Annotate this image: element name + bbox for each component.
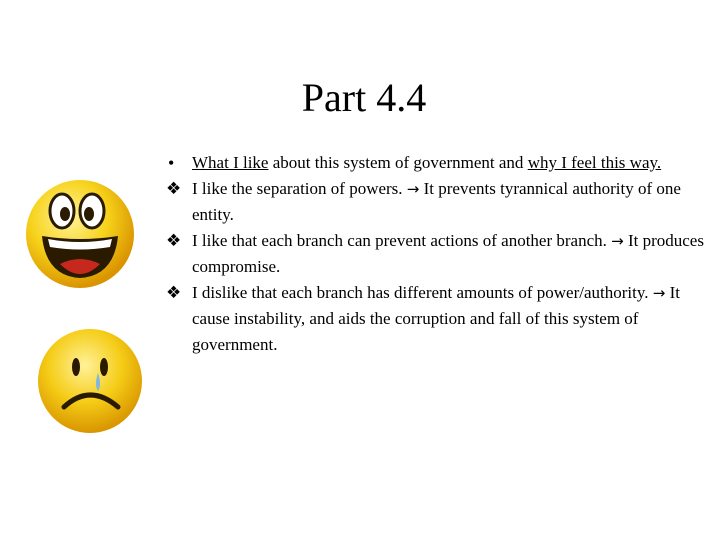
- right-arrow-icon: →: [652, 284, 666, 302]
- list-item-text: why I feel this way.: [527, 153, 662, 172]
- slide-title: Part 4.4: [301, 75, 427, 120]
- list-item-text: It prevents tyrannical authority of one entity.: [192, 179, 681, 224]
- list-item: [166, 228, 711, 280]
- list-item-text: It cause instability, and aids the corruption and fall of this system of government.: [192, 283, 680, 354]
- sad-face-icon: [36, 327, 144, 435]
- diamond-bullet-icon: ❖: [166, 231, 182, 251]
- list-item-text: I like the separation of powers.: [192, 179, 407, 198]
- list-item-text: What I like: [192, 153, 269, 172]
- list-item-text: I dislike that each branch has different amounts of power/authority.: [192, 283, 653, 302]
- list-item-text: about this system of government and: [268, 153, 528, 172]
- diamond-bullet-icon: ❖: [166, 179, 182, 199]
- list-item: [166, 150, 711, 176]
- bullet-dot: •: [168, 153, 175, 173]
- list-item: [166, 176, 711, 228]
- diamond-bullet-icon: ❖: [166, 283, 182, 303]
- list-item-text: I like that each branch can prevent actions of another branch.: [192, 231, 612, 250]
- right-arrow-icon: →: [406, 180, 420, 198]
- bullet-list: [166, 150, 711, 358]
- right-arrow-icon: →: [611, 232, 624, 250]
- happy-face-icon: [24, 178, 136, 290]
- list-item: [166, 280, 711, 358]
- list-item-text: It produces compromise.: [192, 231, 704, 276]
